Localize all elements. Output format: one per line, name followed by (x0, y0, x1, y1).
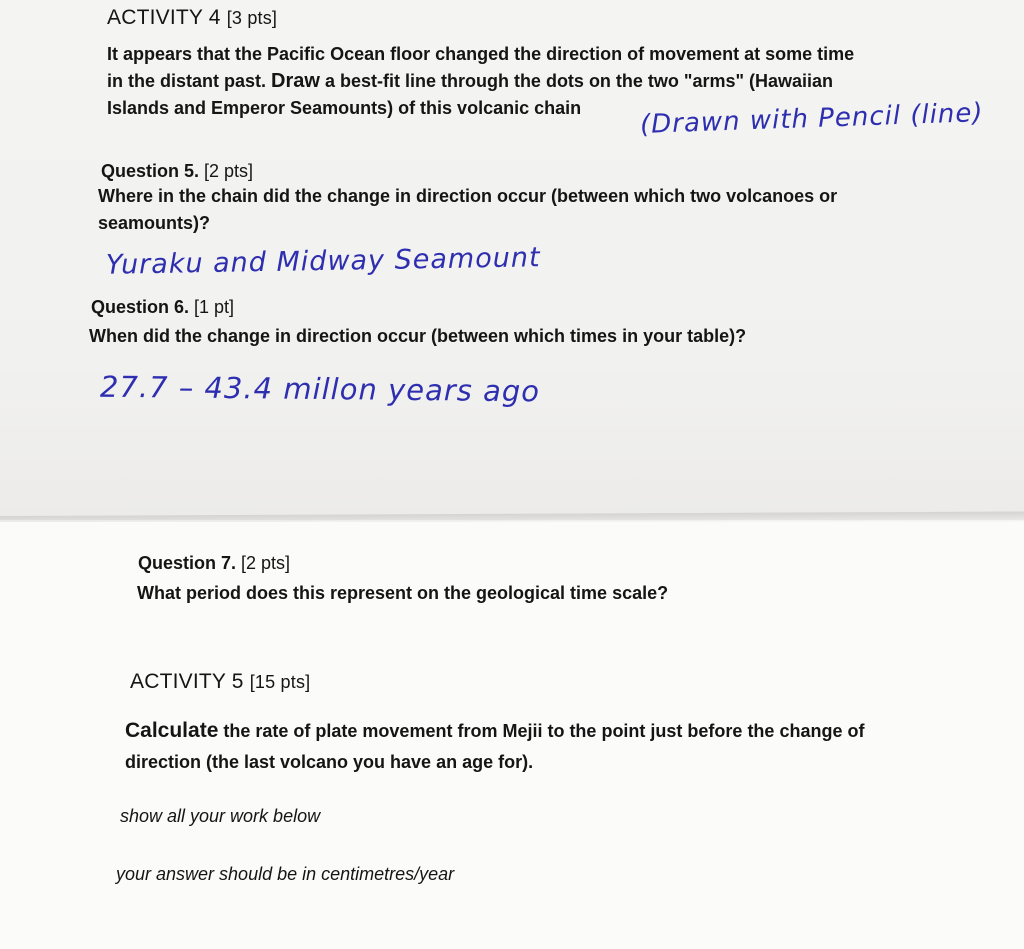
question-5-line-2: seamounts)? (98, 213, 211, 233)
question-6-points: [1 pt] (194, 297, 235, 317)
question-5-handwritten-answer: Yuraku and Midway Seamount (105, 242, 541, 281)
activity-4-points: [3 pts] (226, 8, 278, 28)
activity-5-line-1-post: the rate of plate movement from Mejii to the point just before the change of (223, 721, 865, 741)
activity-5-line-1 (125, 715, 1015, 747)
question-6-heading (91, 297, 234, 318)
activity-4-line-2 (107, 68, 1007, 95)
question-5-line-1: Where in the chain did the change in direction occur (between which two volcanoes or (98, 186, 838, 206)
question-7-label: Question 7. (138, 553, 237, 573)
question-6-text: When did the change in direction occur (between which times in your table)? (89, 326, 747, 346)
activity-4-line-2-post: a best-fit line through the dots on the two "arms" (Hawaiian (324, 71, 834, 91)
activity-5-heading (130, 670, 310, 694)
activity-4-title: ACTIVITY 4 (107, 6, 221, 29)
question-7-text: What period does this represent on the geological time scale? (137, 583, 669, 603)
activity-4-line-3: Islands and Emperor Seamounts) of this volcanic chain (107, 98, 582, 118)
question-5-heading (101, 161, 253, 182)
activity-5-points: [15 pts] (249, 672, 311, 692)
activity-4-line-2-pre: in the distant past. (107, 71, 267, 91)
activity-5-calculate-keyword: Calculate (125, 719, 219, 742)
activity-4-handwritten-note: (Drawn with Pencil (line) (639, 98, 985, 140)
activity-5-answer-units: your answer should be in centimetres/year (116, 864, 455, 884)
question-6-handwritten-answer: 27.7 – 43.4 millon years ago (99, 369, 541, 409)
activity-5-title: ACTIVITY 5 (130, 670, 244, 693)
question-6-label: Question 6. (91, 297, 190, 317)
activity-5-show-work: show all your work below (120, 806, 321, 826)
question-5-label: Question 5. (101, 161, 200, 181)
activity-5-instructions (125, 715, 1015, 778)
question-7-heading (138, 553, 290, 574)
question-5-text (98, 183, 998, 237)
activity-4-draw-keyword: Draw (271, 70, 320, 92)
activity-4-heading (107, 6, 277, 30)
question-7-points: [2 pts] (241, 553, 291, 573)
activity-5-line-2: direction (the last volcano you have an age for). (125, 752, 534, 772)
question-5-points: [2 pts] (204, 161, 254, 181)
activity-4-line-1: It appears that the Pacific Ocean floor changed the direction of movement at some time (107, 44, 855, 64)
